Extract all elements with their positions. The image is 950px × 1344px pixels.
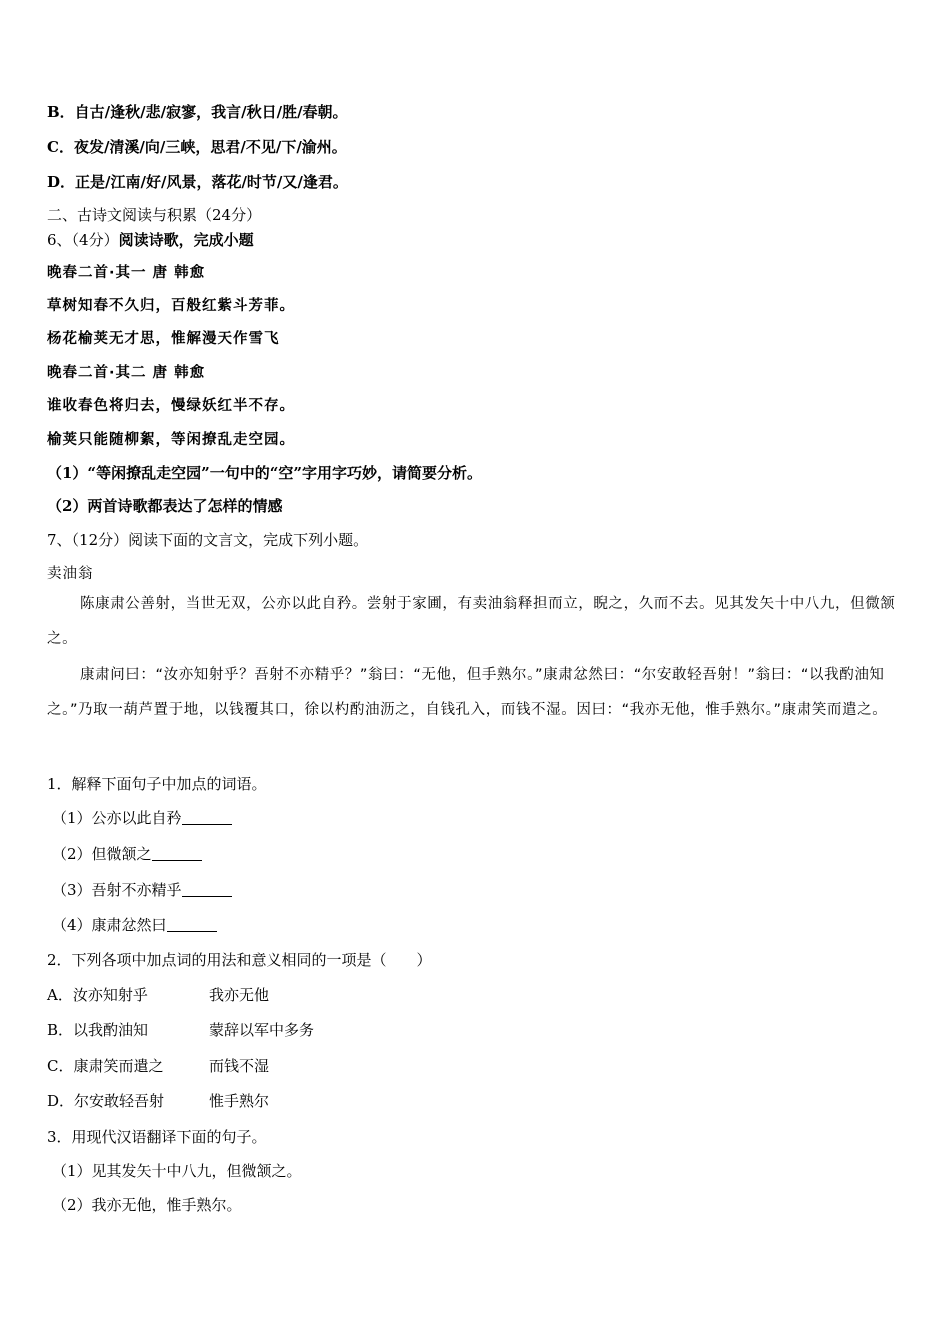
task-2-option [47, 1020, 315, 1040]
answer-blank[interactable] [167, 915, 217, 932]
option-c-right: 而钱不湿 [209, 1057, 270, 1075]
question-6-title: 阅读诗歌，完成小题 [118, 231, 254, 249]
task-1-title: 1．解释下面句子中加点的词语。 [47, 775, 267, 793]
task-1-item [52, 880, 232, 900]
task-2-title: 2．下列各项中加点词的用法和意义相同的一项是（ ） [47, 951, 432, 969]
task-1-item [52, 808, 232, 828]
poem-title-1: 晚春二首·其一 唐 韩愈 [47, 265, 206, 281]
poem-line: 杨花榆荚无才思，惟解漫天作雪飞 [47, 331, 280, 347]
task-1-item [52, 915, 217, 935]
option-c-previous: C．夜发/清溪/向/三峡，思君/不见/下/渝州。 [47, 138, 347, 156]
option-b-left: B．以我酌油知 [47, 1021, 149, 1039]
task-2-option [47, 1056, 270, 1076]
task-1-item-text: （2）但微颔之 [52, 845, 152, 863]
option-c-left: C．康肃笑而遣之 [47, 1057, 164, 1075]
task-1-item-text: （3）吾射不亦精乎 [52, 881, 182, 899]
question-6-sub-1: （1）“等闲撩乱走空园”一句中的“空”字用字巧妙，请简要分析。 [47, 464, 482, 482]
task-3-item: （1）见其发矢十中八九，但微颔之。 [52, 1162, 302, 1180]
answer-blank[interactable] [182, 880, 232, 897]
option-d-previous: D．正是/江南/好/风景，落花/时节/又/逢君。 [47, 173, 348, 191]
task-1-item-text: （4）康肃忿然曰 [52, 916, 167, 934]
question-6-sub-2: （2）两首诗歌都表达了怎样的情感 [47, 497, 283, 515]
task-1-item [52, 844, 202, 864]
task-3-title: 3．用现代汉语翻译下面的句子。 [47, 1128, 267, 1146]
option-d-right: 惟手熟尔 [209, 1092, 270, 1110]
option-b-right: 蒙辞以军中多务 [209, 1021, 315, 1039]
option-b-previous: B．自古/逢秋/悲/寂寥，我言/秋日/胜/春朝。 [47, 103, 348, 121]
question-7-heading: 7、（12分）阅读下面的文言文，完成下列小题。 [47, 531, 369, 549]
option-d-left: D．尔安敢轻吾射 [47, 1092, 165, 1110]
poem-line: 谁收春色将归去，慢绿妖红半不存。 [47, 398, 295, 414]
poem-title-2: 晚春二首·其二 唐 韩愈 [47, 365, 206, 381]
poem-line: 榆荚只能随柳絮，等闲撩乱走空园。 [47, 432, 295, 448]
option-a-right: 我亦无他 [209, 986, 270, 1004]
task-1-item-text: （1）公亦以此自矜 [52, 809, 182, 827]
question-6-heading [47, 230, 254, 250]
passage-paragraph-2: 康肃问曰：“汝亦知射乎？吾射不亦精乎？”翁曰：“无他，但手熟尔。”康肃忿然曰：“尔安敢轻吾射！”翁曰：“以我酌油知之。”乃取一葫芦置于地，以钱覆其口，徐以杓酌油沥之，自钱孔入，而钱不湿。因曰：“我亦无他，惟手熟尔。”康肃笑而遣之。 [47, 667, 888, 718]
answer-blank[interactable] [152, 844, 202, 861]
task-3-item: （2）我亦无他，惟手熟尔。 [52, 1196, 242, 1214]
passage-title: 卖油翁 [47, 566, 94, 582]
option-a-left: A．汝亦知射乎 [47, 986, 148, 1004]
answer-blank[interactable] [182, 808, 232, 825]
section-2-heading: 二、古诗文阅读与积累（24分） [47, 206, 262, 224]
passage-paragraph-1: 陈康肃公善射，当世无双，公亦以此自矜。尝射于家圃，有卖油翁释担而立，睨之，久而不去。见其发矢十中八九，但微颔之。 [47, 596, 896, 647]
task-2-option [47, 985, 270, 1005]
poem-line: 草树知春不久归，百般红紫斗芳菲。 [47, 298, 295, 314]
question-6-prefix: 6、（4分） [47, 231, 119, 249]
task-2-option [47, 1091, 270, 1111]
